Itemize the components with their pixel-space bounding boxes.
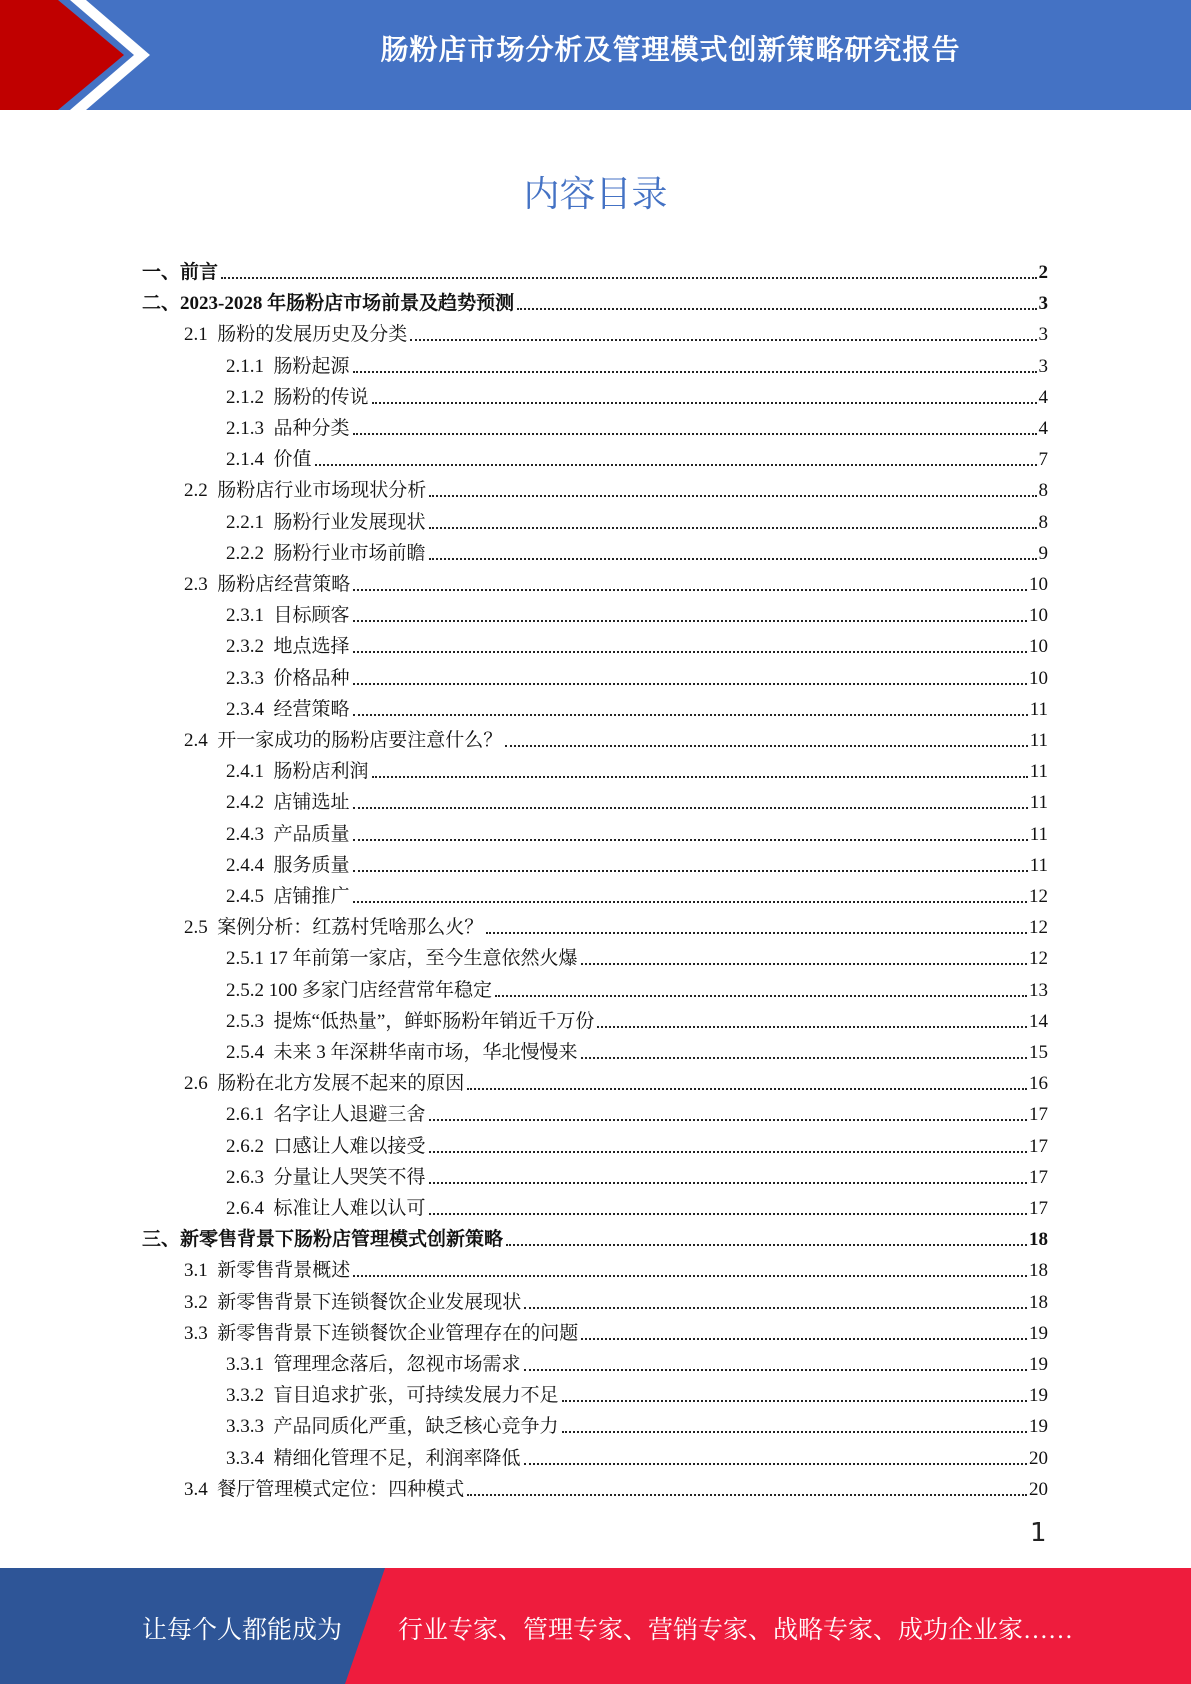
toc-entry-title: 2.6 肠粉在北方发展不起来的原因 [184,1073,465,1095]
toc-entry-page: 10 [1029,636,1048,658]
toc-entry-title: 2.2.2 肠粉行业市场前瞻 [226,542,426,564]
toc-entry[interactable] [226,815,1048,846]
toc-entry-title: 3.3 新零售背景下连锁餐饮企业管理存在的问题 [184,1322,579,1344]
toc-entry-page: 10 [1029,574,1048,595]
toc-entry-page: 18 [1029,1229,1048,1251]
toc-entry-title: 3.2 新零售背景下连锁餐饮企业发展现状 [184,1291,522,1313]
toc-leader-dots [562,1400,1027,1402]
toc-entry[interactable] [226,503,1048,534]
footer-slogan-right: 行业专家、管理专家、营销专家、战略专家、成功企业家…… [398,1617,1074,1644]
toc-heading: 内容目录 [523,174,668,214]
toc-entry-title: 3.3.1 管理理念落后，忽视市场需求 [226,1354,521,1375]
toc-entry-page: 3 [1038,324,1048,346]
toc-leader-dots [505,745,1027,747]
toc-entry-page: 18 [1029,1260,1048,1282]
toc-entry[interactable] [226,1002,1048,1033]
toc-entry[interactable] [226,1189,1048,1220]
toc-entry-page: 20 [1029,1447,1048,1469]
toc-entry-title: 2.4.1 肠粉店利润 [226,761,369,783]
toc-leader-dots [517,308,1036,310]
toc-entry-page: 17 [1029,1166,1048,1188]
toc-entry-page: 11 [1029,730,1048,751]
footer-slogan-left: 让每个人都能成为 [142,1617,343,1644]
toc-leader-dots [467,1088,1027,1090]
toc-entry-title: 2.6.3 分量让人哭笑不得 [226,1166,426,1188]
toc-leader-dots [506,1244,1027,1246]
toc-entry[interactable] [226,690,1048,721]
toc-entry-page: 19 [1029,1416,1048,1438]
toc-entry-page: 3 [1038,293,1048,315]
toc-leader-dots [353,870,1028,872]
toc-entry[interactable] [184,1283,1048,1314]
toc-leader-dots [353,839,1028,841]
toc-entry-page: 17 [1029,1104,1048,1126]
toc-entry[interactable] [226,1407,1048,1438]
toc-entry-title: 2.4 开一家成功的肠粉店要注意什么？ [184,730,503,751]
toc-entry-page: 16 [1029,1073,1048,1095]
toc-entry-page: 19 [1029,1322,1048,1344]
toc-entry-title: 3.3.4 精细化管理不足，利润率降低 [226,1447,521,1469]
toc-entry[interactable] [226,1095,1048,1126]
toc-entry-title: 2.3 肠粉店经营策略 [184,574,351,595]
toc-leader-dots [429,1119,1027,1121]
toc-entry-title: 2.5.2 100 多家门店经营常年稳定 [226,979,493,1001]
toc-entry-page: 10 [1029,667,1048,689]
toc-entry[interactable] [226,783,1048,814]
toc-entry-page: 9 [1038,542,1048,564]
toc-entry-page: 8 [1038,511,1048,533]
toc-entry-title: 2.5.1 17 年前第一家店，至今生意依然火爆 [226,948,578,970]
toc-entry-title: 2.2.1 肠粉行业发展现状 [226,511,426,533]
toc-entry-page: 17 [1029,1198,1048,1219]
toc-entry[interactable] [184,908,1048,939]
toc-entry-page: 18 [1029,1291,1048,1313]
toc-entry-title: 2.3.3 价格品种 [226,667,350,689]
toc-leader-dots [353,901,1027,903]
toc-entry[interactable] [184,1251,1048,1282]
toc-entry[interactable] [184,1470,1048,1501]
toc-entry[interactable] [226,939,1048,970]
toc-entry-title: 2.6.4 标准让人难以认可 [226,1198,426,1219]
report-title: 肠粉店市场分析及管理模式创新策略研究报告 [380,33,961,66]
toc-entry[interactable] [226,534,1048,565]
toc-leader-dots [524,1463,1027,1465]
toc-leader-dots [495,995,1027,997]
toc-leader-dots [372,402,1037,404]
toc-entry[interactable] [226,971,1048,1002]
toc-leader-dots [429,558,1037,560]
toc-leader-dots [429,1182,1027,1184]
toc-entry-page: 4 [1038,418,1048,439]
toc-entry-page: 11 [1029,698,1048,720]
toc-entry-page: 2 [1038,262,1048,283]
toc-entry[interactable] [226,1376,1048,1407]
toc-entry-page: 14 [1029,1010,1048,1032]
toc-leader-dots [467,1494,1027,1496]
toc-leader-dots [353,371,1037,373]
toc-leader-dots [562,1431,1027,1433]
toc-entry[interactable] [184,471,1048,502]
toc-entry[interactable] [226,1033,1048,1064]
toc-entry-page: 19 [1029,1385,1048,1407]
toc-entry-title: 2.5.3 提炼“低热量”，鲜虾肠粉年销近千万份 [226,1010,595,1032]
toc-entry-page: 20 [1029,1478,1048,1500]
toc-entry-page: 10 [1029,605,1048,627]
toc-entry-page: 8 [1038,480,1048,502]
toc-leader-dots [524,1307,1027,1309]
toc-entry-page: 12 [1029,917,1048,939]
toc-entry-title: 2.6.2 口感让人难以接受 [226,1135,426,1157]
toc-leader-dots [410,339,1036,341]
toc-leader-dots [581,963,1027,965]
toc-leader-dots [429,527,1037,529]
toc-leader-dots [429,495,1036,497]
toc-leader-dots [353,683,1027,685]
toc-entry-title: 三、新零售背景下肠粉店管理模式创新策略 [142,1229,504,1251]
toc-entry[interactable] [226,846,1048,877]
toc-entry-title: 2.3.2 地点选择 [226,636,350,658]
toc-entry-page: 11 [1029,823,1048,845]
toc-entry-title: 2.1.4 价值 [226,449,312,471]
toc-entry[interactable] [184,1314,1048,1345]
toc-entry[interactable] [226,378,1048,409]
toc-entry[interactable] [142,253,1048,284]
toc-leader-dots [524,1369,1027,1371]
toc-leader-dots [353,714,1028,716]
toc-leader-dots [315,464,1037,466]
toc-entry[interactable] [226,409,1048,440]
toc-entry-page: 12 [1029,886,1048,907]
toc-entry[interactable] [184,565,1048,596]
page-footer [0,1568,1191,1684]
toc-entry[interactable] [226,627,1048,658]
toc-entry[interactable] [142,1220,1048,1251]
toc-leader-dots [486,932,1027,934]
toc-entry[interactable] [226,596,1048,627]
toc-entry-page: 17 [1029,1135,1048,1157]
toc-entry[interactable] [184,315,1048,346]
toc-entry-title: 3.1 新零售背景概述 [184,1260,351,1282]
toc-entry-page: 19 [1029,1354,1048,1375]
toc-leader-dots [597,1026,1027,1028]
toc-entry[interactable] [142,284,1048,315]
toc-leader-dots [353,651,1027,653]
toc-leader-dots [429,1151,1027,1153]
toc-entry-title: 一、前言 [142,262,219,283]
toc-leader-dots [429,1213,1027,1215]
toc-entry-title: 2.3.1 目标顾客 [226,605,350,627]
toc-leader-dots [581,1057,1027,1059]
toc-entry-title: 2.3.4 经营策略 [226,698,350,720]
toc-leader-dots [353,589,1027,591]
toc-leader-dots [353,1275,1027,1277]
toc-entry[interactable] [226,1345,1048,1376]
toc-leader-dots [372,776,1028,778]
toc-entry[interactable] [226,659,1048,690]
toc-entry[interactable] [184,721,1048,752]
toc-entry[interactable] [226,440,1048,471]
toc-entry-title: 3.4 餐厅管理模式定位：四种模式 [184,1478,465,1500]
toc-entry-title: 2.5.4 未来 3 年深耕华南市场，华北慢慢来 [226,1042,578,1063]
toc-entry-title: 2.1.1 肠粉起源 [226,355,350,377]
toc-entry-title: 2.4.5 店铺推广 [226,886,350,907]
toc-entry-page: 3 [1038,355,1048,377]
toc-entry-title: 3.3.2 盲目追求扩张，可持续发展力不足 [226,1385,559,1407]
toc-entry[interactable] [226,1127,1048,1158]
toc-leader-dots [581,1338,1027,1340]
toc-leader-dots [353,807,1028,809]
toc-entry-page: 11 [1029,792,1048,814]
toc-entry-title: 2.1.2 肠粉的传说 [226,386,369,408]
toc-entry-page: 4 [1038,386,1048,408]
toc-leader-dots [353,433,1037,435]
toc-entry-title: 3.3.3 产品同质化严重，缺乏核心竞争力 [226,1416,559,1438]
toc-entry[interactable] [226,877,1048,908]
toc-entry-title: 2.5 案例分析：红荔村凭啥那么火？ [184,917,484,939]
toc-entry[interactable] [226,1439,1048,1470]
toc-entry-title: 2.4.2 店铺选址 [226,792,350,814]
toc-leader-dots [353,620,1027,622]
toc-entry[interactable] [226,347,1048,378]
toc-entry-title: 二、2023-2028 年肠粉店市场前景及趋势预测 [142,293,515,315]
toc-entry-title: 2.4.4 服务质量 [226,854,350,876]
toc-entry[interactable] [226,752,1048,783]
page-header [0,0,1191,110]
toc-entry-title: 2.2 肠粉店行业市场现状分析 [184,480,427,502]
toc-entry[interactable] [226,1158,1048,1189]
toc-entry-title: 2.6.1 名字让人退避三舍 [226,1104,426,1126]
page-number: 1 [1030,1518,1047,1548]
toc-entry[interactable] [184,1064,1048,1095]
toc-leader-dots [221,277,1036,279]
toc-entry-page: 11 [1029,854,1048,876]
toc-entry-page: 7 [1038,449,1048,471]
toc-entry-page: 12 [1029,948,1048,970]
toc-entry-page: 11 [1029,761,1048,783]
toc-entry-title: 2.1 肠粉的发展历史及分类 [184,324,408,346]
toc-entry-page: 13 [1029,979,1048,1001]
toc-entry-page: 15 [1029,1042,1048,1063]
toc-entry-title: 2.1.3 品种分类 [226,418,350,439]
toc-entry-title: 2.4.3 产品质量 [226,823,350,845]
